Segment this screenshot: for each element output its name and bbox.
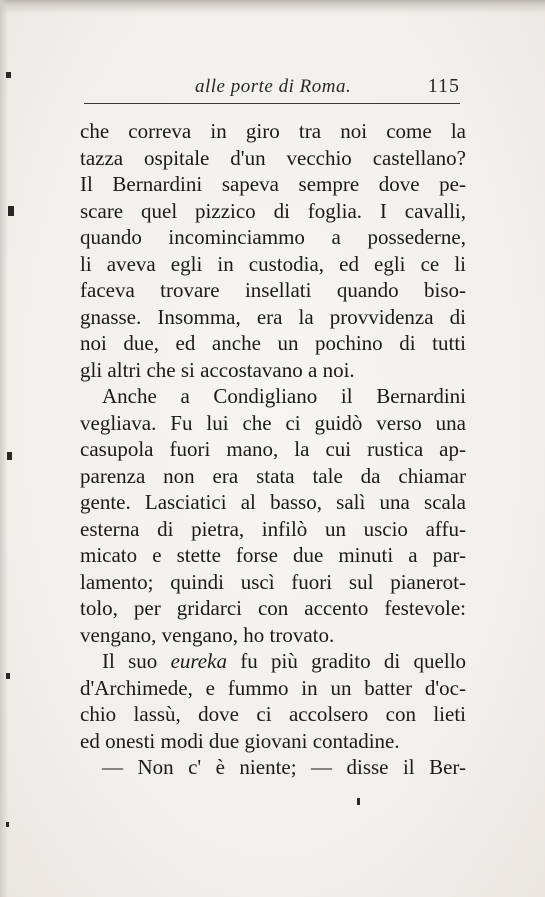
margin-mark: [357, 798, 360, 805]
text-line: faceva trovare insellati quando biso-: [80, 278, 466, 302]
italic-word: eureka: [170, 649, 227, 673]
text-line-rest: fu più gradito di quello: [240, 649, 467, 673]
text-line: micato e stette forse due minuti a par-: [80, 543, 466, 567]
text-line: gente. Lasciatici al basso, salì una scala: [80, 490, 466, 514]
margin-mark: [6, 822, 9, 827]
header-rule: [84, 103, 460, 104]
text-line: li aveva egli in custodia, ed egli ce li: [80, 251, 466, 276]
margin-mark: [7, 452, 12, 460]
page-top-edge: [0, 0, 545, 14]
body-text: [80, 118, 466, 781]
text-line: scare quel pizzico di foglia. I cavalli,: [80, 198, 466, 223]
text-line: gnasse. Insomma, era la provvidenza di: [80, 304, 466, 329]
text-line: [80, 648, 466, 675]
margin-mark: [6, 72, 11, 78]
text-line: d'Archimede, e fummo in un batter d'oc-: [80, 675, 466, 700]
text-line: lamento; quindi uscì fuori sul pianerot-: [80, 569, 466, 594]
text-line: Anche a Condigliano il Bernardini: [102, 384, 466, 408]
text-line: casupola fuori mano, la cui rustica ap-: [80, 437, 466, 461]
page-left-edge: [0, 0, 8, 897]
text-line: tazza ospitale d'un vecchio castellano?: [80, 145, 466, 170]
page-number: 115: [427, 75, 460, 97]
text-line: tolo, per gridarci con accento festevole:: [80, 596, 466, 620]
text-line: esterna di pietra, infilò un uscio affu-: [80, 516, 466, 541]
margin-mark: [6, 673, 10, 679]
text-line: noi due, ed anche un pochino di tutti: [80, 331, 466, 355]
text-line: — Non c' è niente; — disse il Ber-: [102, 755, 466, 779]
page-header: [80, 66, 460, 102]
text-line: vengano, vengano, ho trovato.: [80, 622, 335, 647]
text-line: che correva in giro tra noi come la: [80, 119, 466, 143]
text-line: chio lassù, dove ci accolsero con lieti: [80, 702, 466, 726]
margin-mark: [8, 206, 14, 216]
text-line: ed onesti modi due giovani contadine.: [80, 728, 400, 753]
text-line: Il Bernardini sapeva sempre dove pe-: [80, 172, 466, 196]
paragraph-lead: Il suo: [102, 649, 158, 673]
running-head: alle porte di Roma.: [195, 76, 352, 97]
text-line: quando incominciammo a possederne,: [80, 225, 466, 249]
text-line: vegliava. Fu lui che ci guidò verso una: [80, 410, 466, 435]
text-line: parenza non era stata tale da chiamar: [80, 463, 466, 488]
text-line: gli altri che si accostavano a noi.: [80, 357, 355, 382]
